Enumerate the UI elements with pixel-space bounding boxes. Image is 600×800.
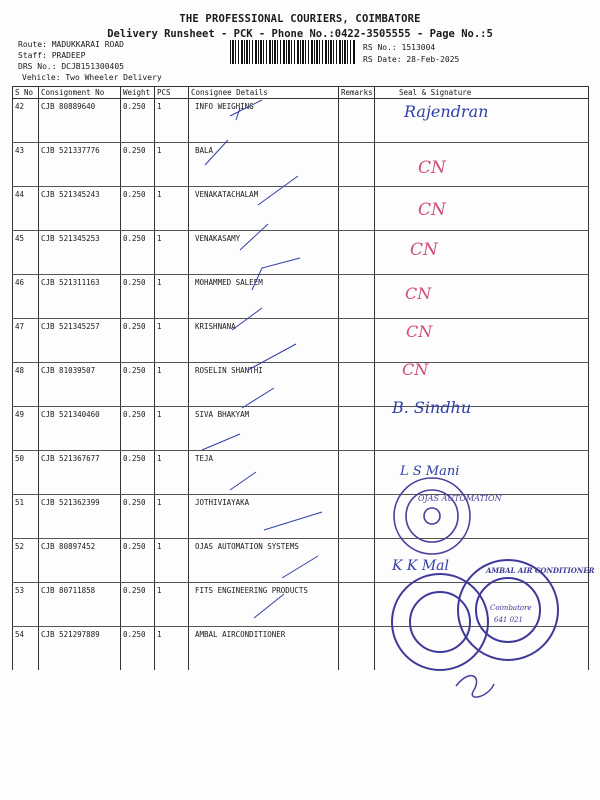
cell-remarks (339, 627, 375, 671)
signature-51: L S Mani (400, 464, 460, 479)
cell-remarks (339, 275, 375, 319)
table-row (13, 495, 589, 539)
cell-consignment: CJB 521340460 (39, 407, 121, 451)
cell-pcs: 1 (155, 187, 189, 231)
cell-signature (375, 627, 589, 671)
cell-weight: 0.250 (121, 99, 155, 143)
cell-sno: 53 (13, 583, 39, 627)
cell-consignee: VENAKASAMY (189, 231, 339, 275)
cell-remarks (339, 319, 375, 363)
cell-weight: 0.250 (121, 231, 155, 275)
cell-weight: 0.250 (121, 319, 155, 363)
cell-sno: 47 (13, 319, 39, 363)
signature-49: B. Sindhu (392, 398, 472, 417)
rs-number: RS No.: 1513004 (363, 43, 436, 52)
cell-weight: 0.250 (121, 407, 155, 451)
col-remarks: Remarks (339, 87, 375, 99)
cell-remarks (339, 407, 375, 451)
ambal-seal-city: Coimbatore (490, 604, 532, 612)
col-consignment: Consignment No (39, 87, 121, 99)
table-row (13, 319, 589, 363)
table-row (13, 187, 589, 231)
table-row (13, 143, 589, 187)
cell-consignment: CJB 521362399 (39, 495, 121, 539)
cell-consignment: CJB 521345257 (39, 319, 121, 363)
cell-sno: 44 (13, 187, 39, 231)
col-weight: Weight (121, 87, 155, 99)
cell-consignment: CJB 521345243 (39, 187, 121, 231)
cell-pcs: 1 (155, 495, 189, 539)
table-row (13, 407, 589, 451)
bottom-scribble (456, 676, 494, 698)
cell-consignee: OJAS AUTOMATION SYSTEMS (189, 539, 339, 583)
ambal-seal-text: AMBAL AIR CONDITIONER (486, 566, 595, 575)
cell-consignment: CJB 80711858 (39, 583, 121, 627)
signature-44: CN (418, 200, 446, 220)
table-row (13, 539, 589, 583)
table-row (13, 231, 589, 275)
staff-label: Staff: PRADEEP (18, 51, 86, 60)
vehicle-label: Vehicle: Two Wheeler Delivery (22, 73, 162, 82)
cell-consignment: CJB 521367677 (39, 451, 121, 495)
drs-label: DRS No.: DCJB151300405 (18, 62, 124, 71)
cell-weight: 0.250 (121, 539, 155, 583)
ojas-seal-text: OJAS AUTOMATION (418, 494, 502, 503)
runsheet-subtitle: Delivery Runsheet - PCK - Phone No.:0422-3505555 - Page No.:5 (107, 28, 493, 40)
signature-53: K K Mal (392, 558, 449, 574)
cell-pcs: 1 (155, 319, 189, 363)
cell-pcs: 1 (155, 627, 189, 671)
cell-signature (375, 143, 589, 187)
cell-pcs: 1 (155, 99, 189, 143)
table-row (13, 363, 589, 407)
cell-pcs: 1 (155, 275, 189, 319)
cell-pcs: 1 (155, 363, 189, 407)
cell-sno: 52 (13, 539, 39, 583)
cell-pcs: 1 (155, 407, 189, 451)
cell-remarks (339, 451, 375, 495)
cell-weight: 0.250 (121, 143, 155, 187)
cell-pcs: 1 (155, 451, 189, 495)
cell-sno: 48 (13, 363, 39, 407)
cell-sno: 42 (13, 99, 39, 143)
cell-weight: 0.250 (121, 495, 155, 539)
cell-weight: 0.250 (121, 363, 155, 407)
cell-weight: 0.250 (121, 187, 155, 231)
col-sno: S No (13, 87, 39, 99)
cell-pcs: 1 (155, 231, 189, 275)
cell-remarks (339, 539, 375, 583)
barcode (230, 40, 356, 64)
col-consignee: Consignee Details (189, 87, 339, 99)
signature-46: CN (405, 284, 432, 303)
cell-consignee: FITS ENGINEERING PRODUCTS (189, 583, 339, 627)
cell-consignment: CJB 81039507 (39, 363, 121, 407)
cell-consignee: TEJA (189, 451, 339, 495)
cell-consignment: CJB 521297889 (39, 627, 121, 671)
cell-consignee: INFO WEIGHING (189, 99, 339, 143)
cell-weight: 0.250 (121, 583, 155, 627)
cell-remarks (339, 583, 375, 627)
rs-date: RS Date: 28-Feb-2025 (363, 55, 460, 64)
cell-consignment: CJB 521311163 (39, 275, 121, 319)
cell-consignee: MOHAMMED SALEEM (189, 275, 339, 319)
cell-sno: 51 (13, 495, 39, 539)
col-pcs: PCS (155, 87, 189, 99)
table-row (13, 99, 589, 143)
table-header-row (13, 87, 589, 99)
table-row (13, 451, 589, 495)
cell-remarks (339, 231, 375, 275)
cell-consignment: CJB 521337776 (39, 143, 121, 187)
cell-sno: 46 (13, 275, 39, 319)
cell-remarks (339, 143, 375, 187)
cell-remarks (339, 187, 375, 231)
cell-pcs: 1 (155, 539, 189, 583)
cell-remarks (339, 363, 375, 407)
company-title: THE PROFESSIONAL COURIERS, COIMBATORE (179, 13, 421, 25)
cell-consignment: CJB 80889640 (39, 99, 121, 143)
cell-weight: 0.250 (121, 627, 155, 671)
cell-remarks (339, 99, 375, 143)
cell-consignment: CJB 521345253 (39, 231, 121, 275)
cell-consignment: CJB 80897452 (39, 539, 121, 583)
cell-consignee: SIVA BHAKYAM (189, 407, 339, 451)
cell-signature (375, 187, 589, 231)
cell-pcs: 1 (155, 583, 189, 627)
cell-sno: 45 (13, 231, 39, 275)
ambal-seal-pin: 641 021 (494, 616, 523, 624)
route-label: Route: MADUKKARAI ROAD (18, 40, 124, 49)
cell-consignee: KRISHNANA (189, 319, 339, 363)
cell-signature (375, 583, 589, 627)
cell-signature (375, 231, 589, 275)
cell-sno: 50 (13, 451, 39, 495)
cell-pcs: 1 (155, 143, 189, 187)
runsheet-table (12, 86, 589, 670)
signature-43: CN (418, 158, 446, 178)
col-signature: Seal & Signature (375, 87, 589, 99)
cell-remarks (339, 495, 375, 539)
signature-48: CN (402, 360, 429, 379)
table-row (13, 275, 589, 319)
cell-weight: 0.250 (121, 275, 155, 319)
cell-consignee: VENAKATACHALAM (189, 187, 339, 231)
cell-consignee: JOTHIVIAYAKA (189, 495, 339, 539)
cell-sno: 54 (13, 627, 39, 671)
cell-consignee: BALA (189, 143, 339, 187)
cell-sno: 49 (13, 407, 39, 451)
cell-sno: 43 (13, 143, 39, 187)
cell-consignee: ROSELIN SHANTHI (189, 363, 339, 407)
cell-consignee: AMBAL AIRCONDITIONER (189, 627, 339, 671)
signature-45: CN (410, 240, 438, 260)
signature-47: CN (406, 322, 433, 341)
cell-weight: 0.250 (121, 451, 155, 495)
table-row (13, 627, 589, 671)
signature-42: Rajendran (404, 102, 489, 121)
